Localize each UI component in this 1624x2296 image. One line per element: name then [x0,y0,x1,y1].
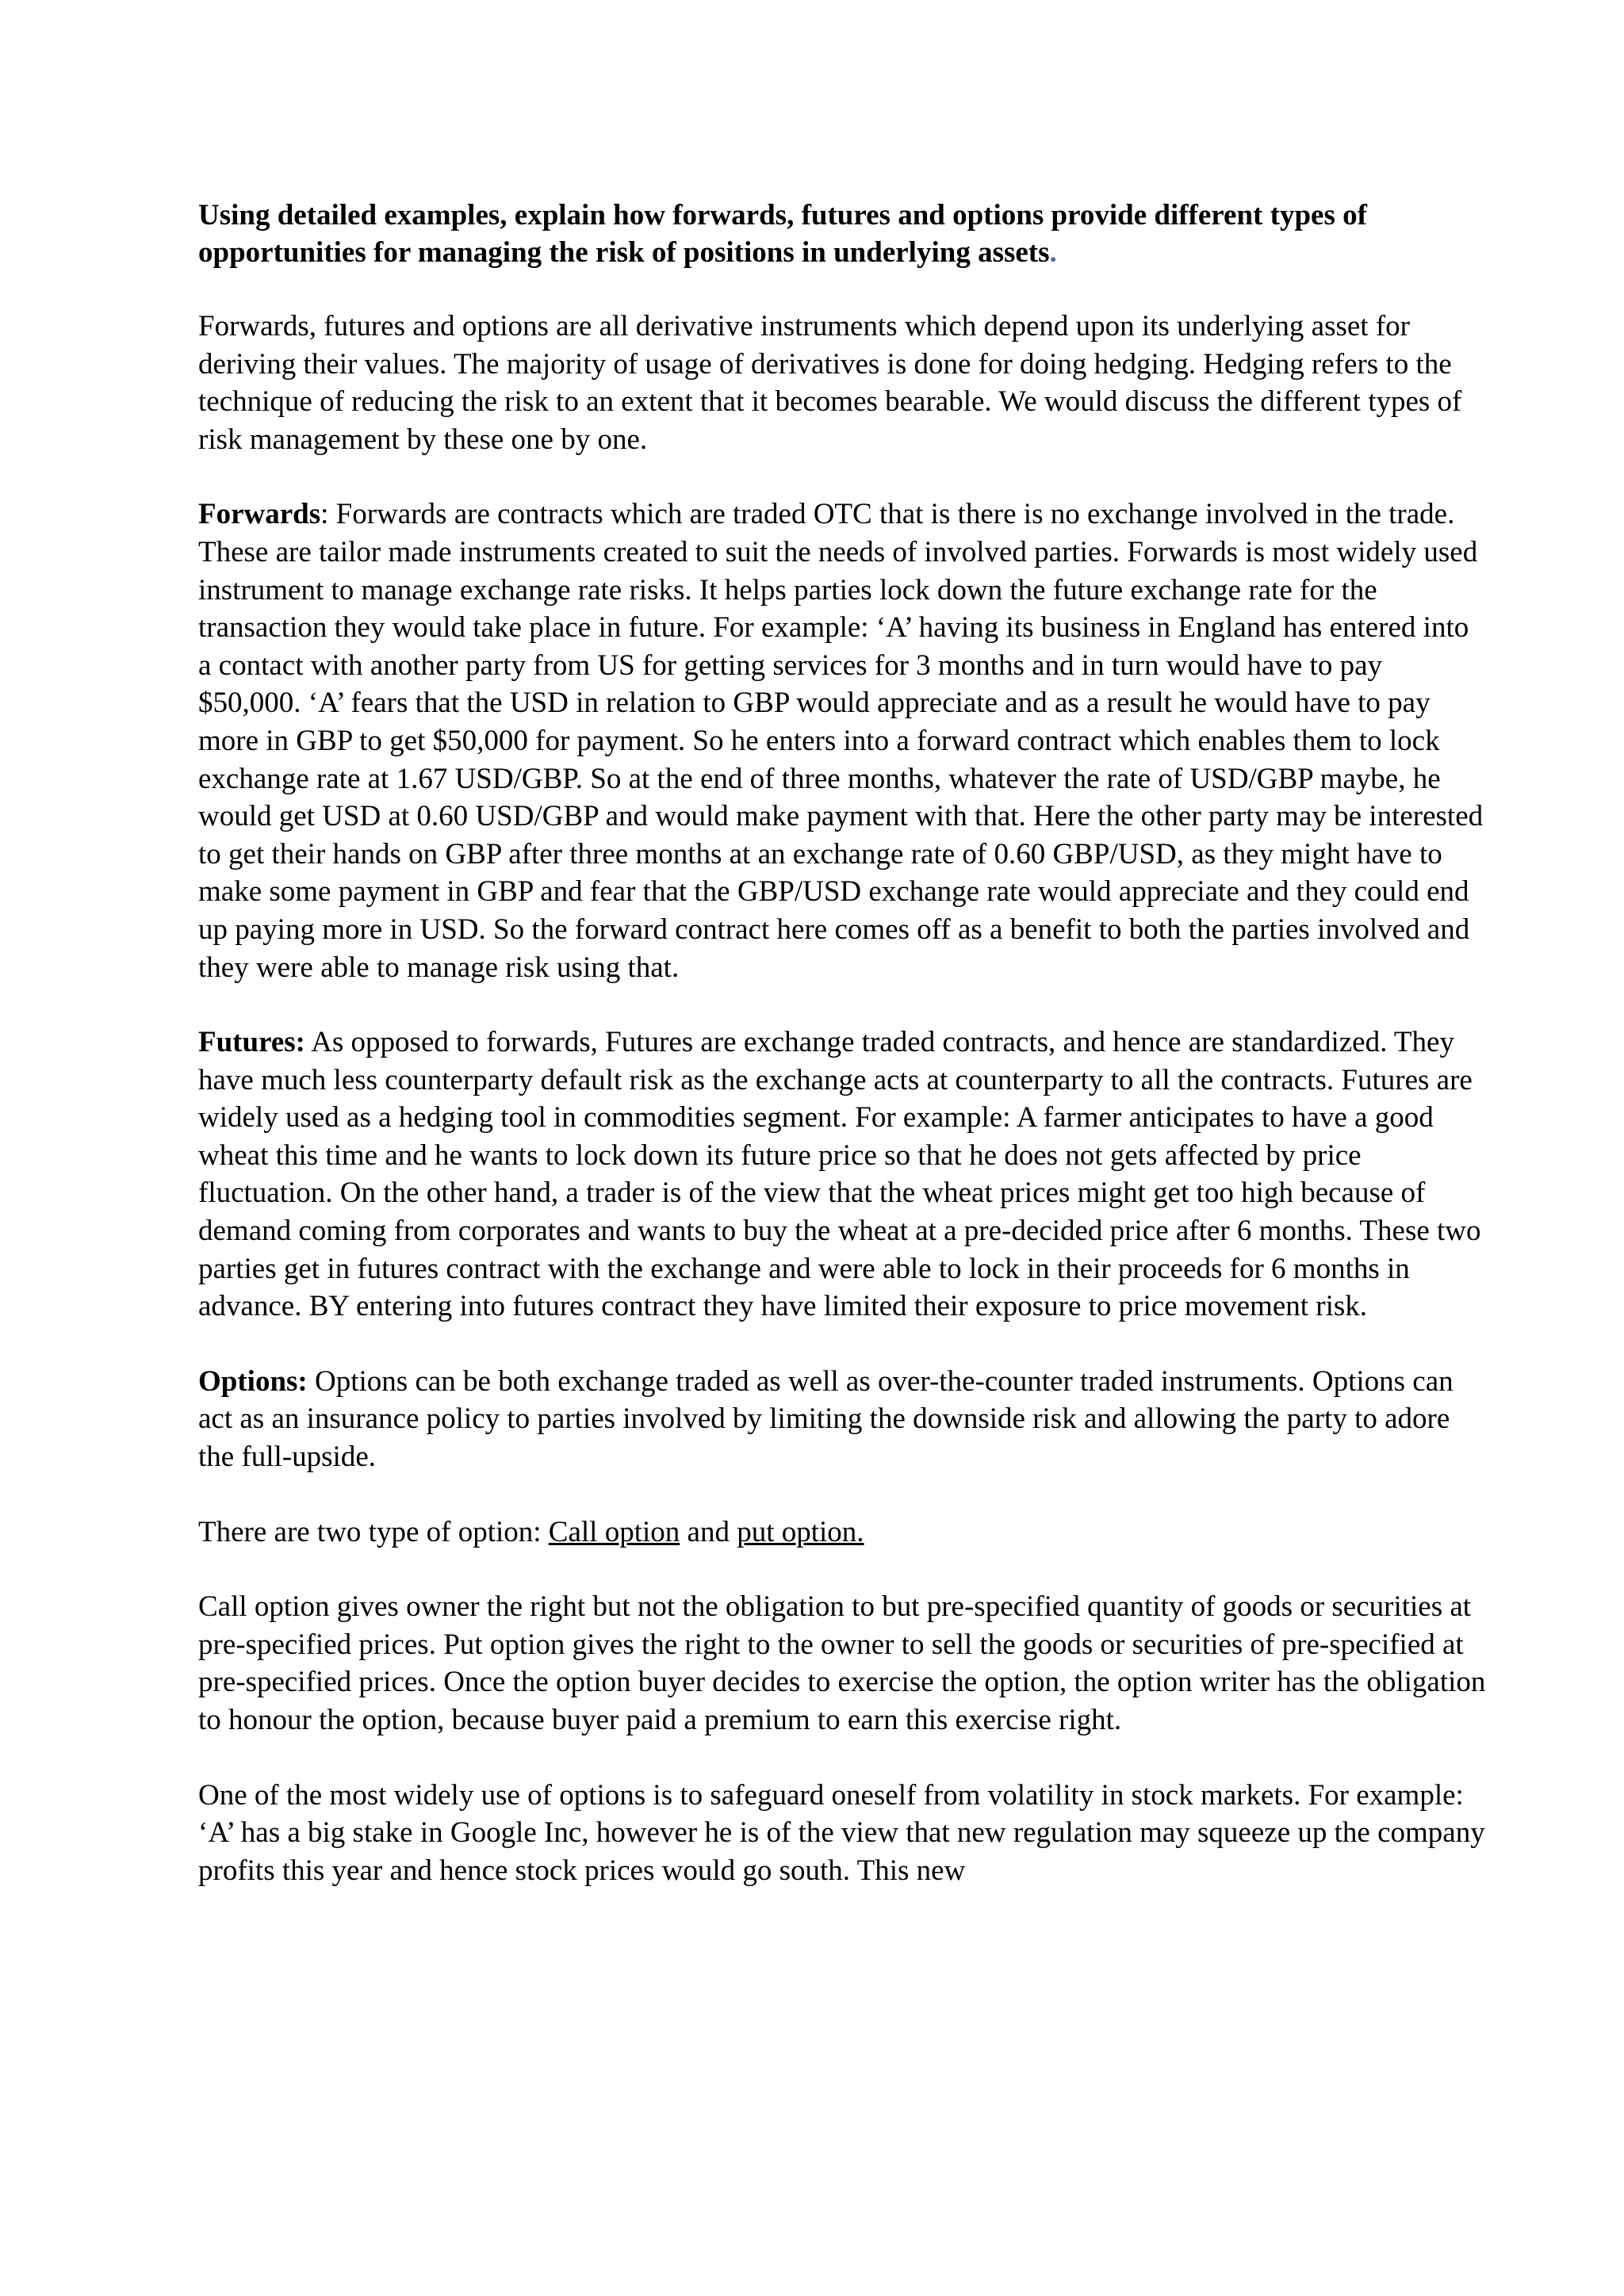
put-option-term: put option. [737,1515,864,1548]
heading-text: Using detailed examples, explain how forwards, futures and options provide different types of opportunities for managing the risk of positions in underlying assets [198,199,1367,269]
options-text: Options can be both exchange traded as well as over-the-counter traded instruments. Options can act as an insurance policy to parties involved by limiting the downside risk and allowing the party to adore the full-upside. [198,1364,1454,1474]
options-paragraph [198,1363,1487,1476]
option-types-paragraph [198,1513,1487,1552]
intro-paragraph: Forwards, futures and options are all derivative instruments which depend upon its underlying asset for deriving their values. The majority of usage of derivatives is done for doing hedging. Hedging refers to the technique of reducing the risk to an extent that it becomes bearable. We would discuss the different types of risk management by these one by one. [198,310,1462,456]
futures-paragraph [198,1024,1487,1326]
options-label: Options: [198,1364,308,1398]
widely-use-paragraph: One of the most widely use of options is to safeguard oneself from volatility in stock markets. For example: ‘A’ has a big stake in Google Inc, however he is of the view that new regulation may squeeze up the company profits this year and hence stock prices would go south. This new [198,1778,1485,1887]
option-types-middle: and [680,1515,737,1548]
call-option-term: Call option [548,1515,680,1548]
futures-text: As opposed to forwards, Futures are exchange traded contracts, and hence are standardized. They have much less counterparty default risk as the exchange acts at counterparty to all the contracts. Futures are widely used as a hedging tool in commodities segment. For example: A farmer anticipates to have a good wheat this time and he wants to lock down its future price so that he does not gets affected by price fluctuation. On the other hand, a trader is of the view that the wheat prices might get too high because of demand coming from corporates and wants to buy the wheat at a pre-decided price after 6 months. These two parties get in futures contract with the exchange and were able to lock in their proceeds for 6 months in advance. BY entering into futures contract they have limited their exposure to price movement risk. [198,1026,1481,1323]
option-types-prefix: There are two type of option: [198,1515,549,1548]
question-heading [198,197,1487,271]
call-put-paragraph: Call option gives owner the right but not the obligation to but pre-specified quantity of goods or securities at pre-specified prices. Put option gives the right to the owner to sell the goods or securities of pre-specified at pre-specified prices. Once the option buyer decides to exercise the option, the option writer has the obligation to honour the option, because buyer paid a premium to earn this exercise right. [198,1590,1486,1736]
forwards-text: : Forwards are contracts which are traded OTC that is there is no exchange involved in the trade. These are tailor made instruments created to suit the needs of involved parties. Forwards is most widely used instrument to manage exchange rate risks. It helps parties lock down the future exchange rate for the transaction they would take place in future. For example: ‘A’ having its business in England has entered into a contact with another party from US for getting services for 3 months and in turn would have to pay $50,000. ‘A’ fears that the USD in relation to GBP would appreciate and as a result he would have to pay more in GBP to get $50,000 for payment. So he enters into a forward contract which enables them to lock exchange rate at 1.67 USD/GBP. So at the end of three months, whatever the rate of USD/GBP maybe, he would get USD at 0.60 USD/GBP and would make payment with that. Here the other party may be interested to get their hands on GBP after three months at an exchange rate of 0.60 GBP/USD, as they might have to make some payment in GBP and fear that the GBP/USD exchange rate would appreciate and they could end up paying more in USD. So the forward contract here comes off as a benefit to both the parties involved and they were able to manage risk using that. [198,498,1484,984]
document-page [198,197,1487,1927]
heading-period: . [1049,236,1057,269]
futures-label: Futures: [198,1026,305,1059]
forwards-label: Forwards [198,498,321,531]
forwards-paragraph [198,496,1487,986]
